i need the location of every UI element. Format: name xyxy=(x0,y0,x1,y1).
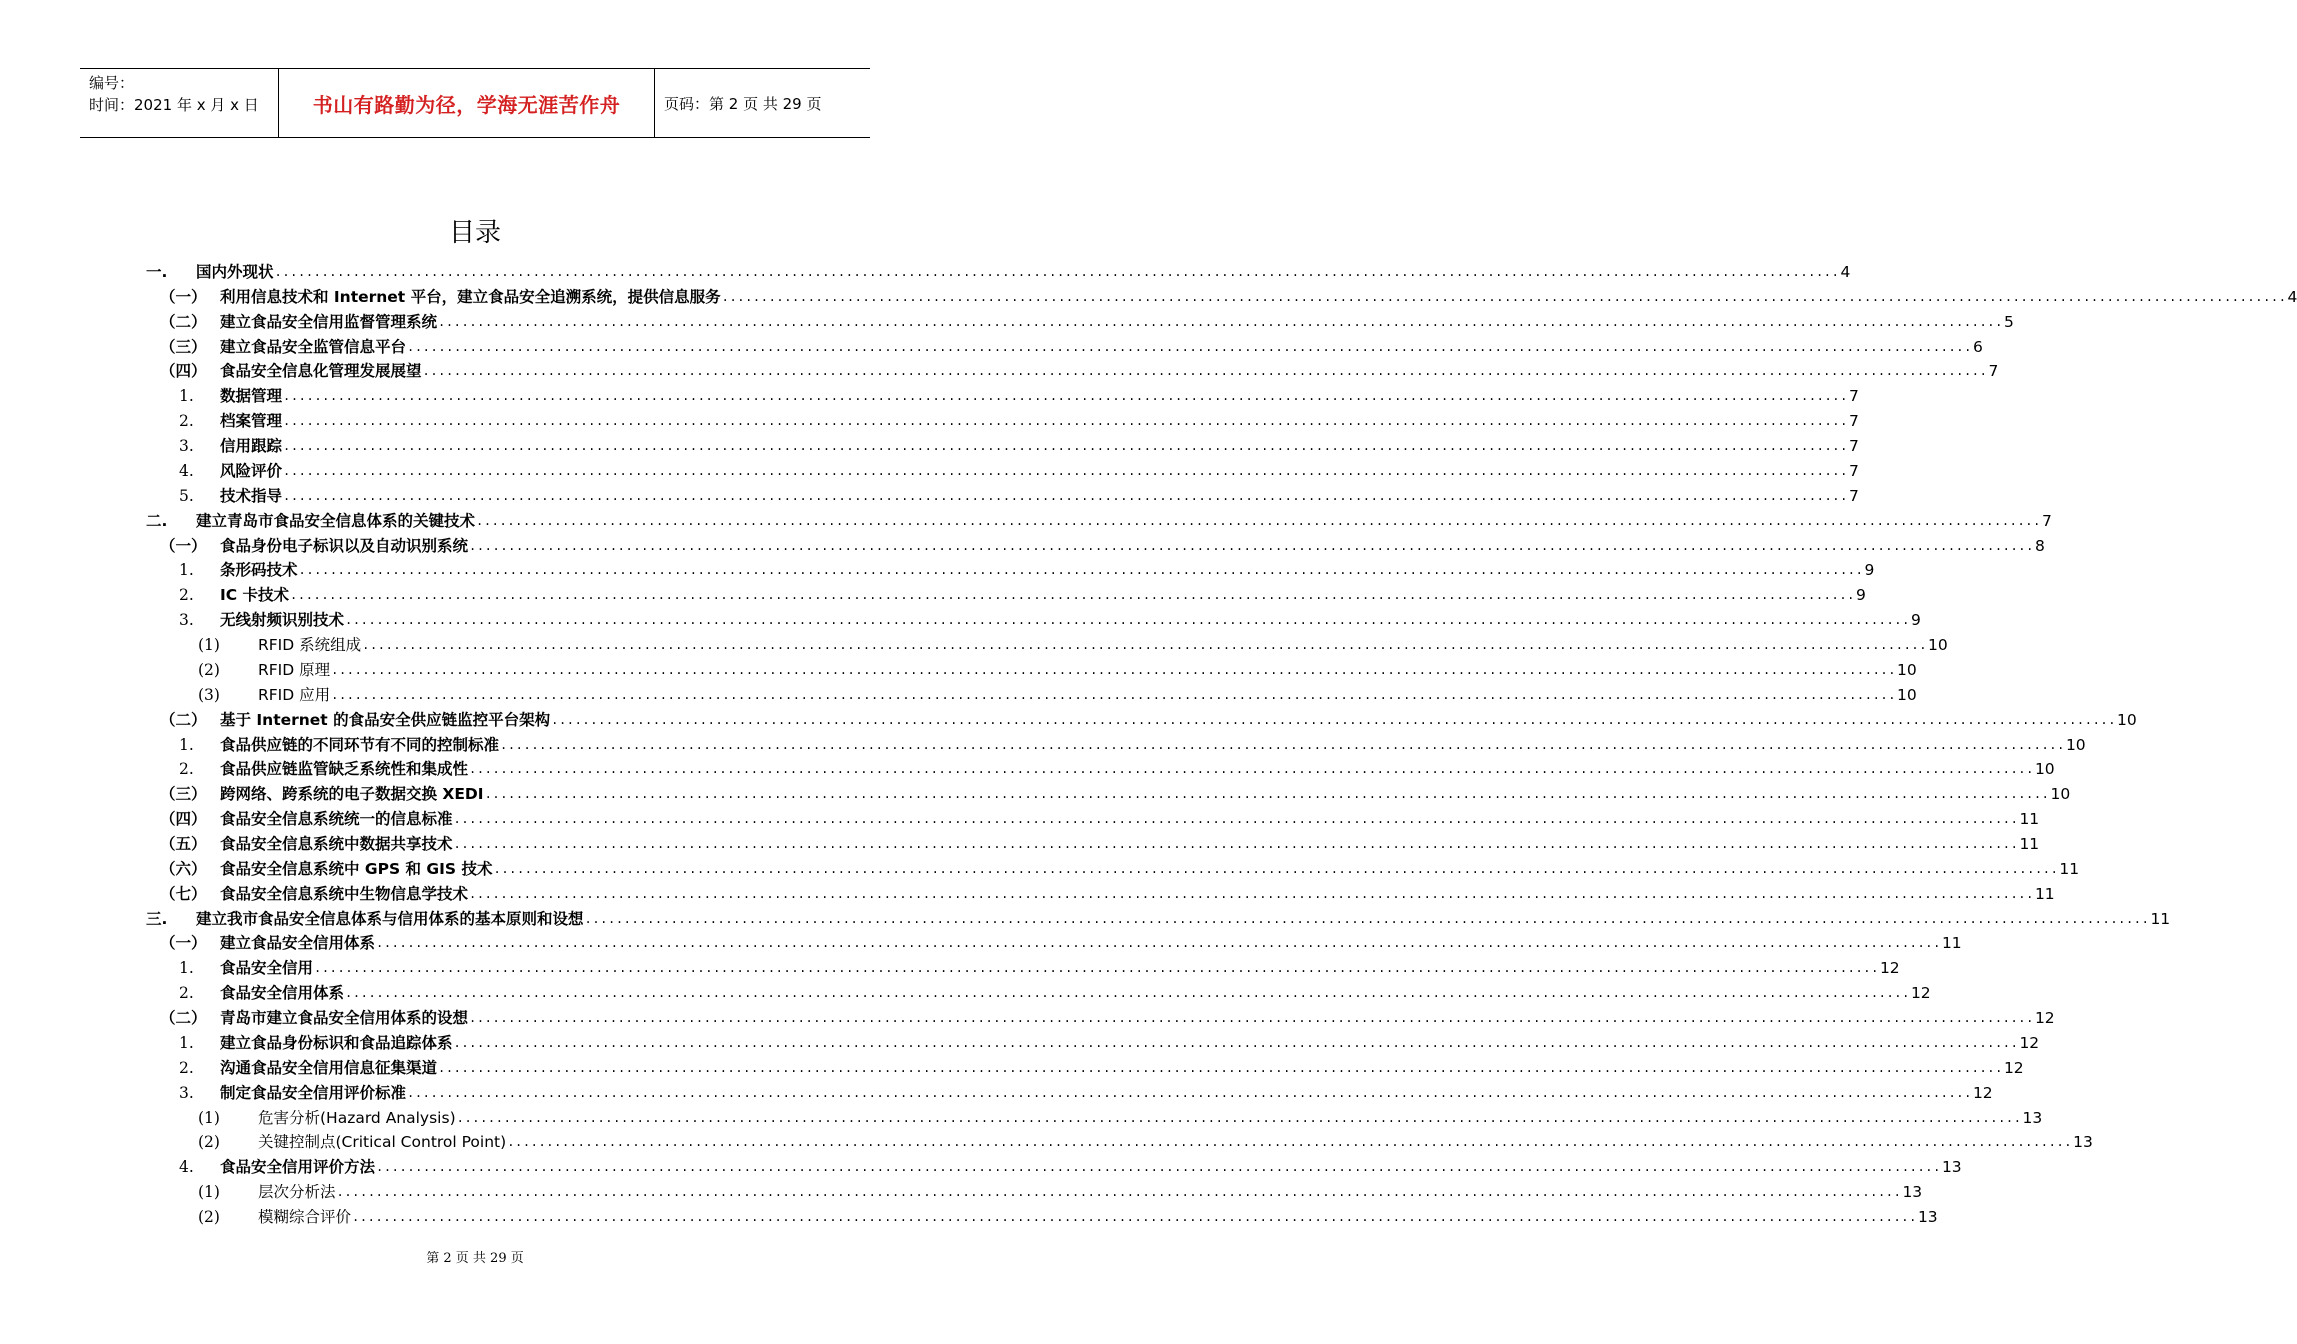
toc-entry-page: 5 xyxy=(2003,312,2014,331)
toc-entry[interactable] xyxy=(179,605,1921,630)
toc-entry-page: 7 xyxy=(1848,437,1859,456)
toc-entry-title: RFID 原理 xyxy=(258,660,331,679)
toc-leader-dots: ........................................................................................................................................................................................................ xyxy=(352,1210,1917,1225)
toc-leader-dots: ........................................................................................................................................................................................................ xyxy=(345,613,1910,628)
toc-entry[interactable] xyxy=(160,531,2045,556)
toc-entry-page: 12 xyxy=(2003,1058,2024,1077)
toc-entry-number: （二） xyxy=(160,1009,207,1028)
toc-entry[interactable] xyxy=(179,978,1931,1003)
toc-entry-number: （二） xyxy=(160,312,207,331)
toc-entry-title: 关键控制点(Critical Control Point) xyxy=(258,1133,507,1152)
document-time-label: 时间：2021 年 x 月 x 日 xyxy=(89,96,259,114)
toc-entry-number: 2. xyxy=(179,984,194,1003)
header-meta xyxy=(89,72,259,116)
toc-leader-dots: ........................................................................................................................................................................................................ xyxy=(721,289,2287,304)
toc-entry[interactable] xyxy=(198,630,1948,655)
toc-entry-number: （五） xyxy=(160,835,207,853)
toc-entry-number: 1. xyxy=(179,387,194,406)
toc-entry-page: 10 xyxy=(2050,785,2071,804)
toc-entry-number: 1. xyxy=(179,959,194,978)
toc-entry-page: 13 xyxy=(1917,1208,1938,1227)
toc-entry-number: 1. xyxy=(179,735,194,754)
toc-entry-title: 跨网络、跨系统的电子数据交换 XEDI xyxy=(220,785,484,804)
toc-entry[interactable] xyxy=(179,1152,1962,1177)
toc-leader-dots: ........................................................................................................................................................................................................ xyxy=(551,712,2117,727)
toc-entry-page: 7 xyxy=(1988,362,1999,381)
page-header xyxy=(80,68,870,138)
toc-entry[interactable] xyxy=(198,680,1917,705)
toc-entry-title: 利用信息技术和 Internet 平台，建立食品安全追溯系统，提供信息服务 xyxy=(220,287,721,306)
toc-leader-dots: ........................................................................................................................................................................................................ xyxy=(507,1135,2073,1150)
toc-entry-number: （一） xyxy=(160,287,207,306)
toc-leader-dots: ........................................................................................................................................................................................................ xyxy=(331,662,1897,677)
toc-entry-number: 二. xyxy=(146,511,168,530)
header-motto: 书山有路勤为径，学海无涯苦作舟 xyxy=(278,69,655,137)
toc-entry-title: 沟通食品安全信用信息征集渠道 xyxy=(220,1058,438,1077)
toc-entry[interactable] xyxy=(179,1053,2024,1078)
toc-entry-title: 食品安全信用体系 xyxy=(220,984,345,1003)
toc-entry-page: 12 xyxy=(2034,1009,2055,1028)
toc-entry[interactable] xyxy=(146,506,2052,531)
header-page-info: 页码：第 2 页 共 29 页 xyxy=(664,94,822,113)
toc-entry[interactable] xyxy=(179,381,1859,406)
toc-entry-number: (2) xyxy=(198,1133,220,1152)
toc-leader-dots: ........................................................................................................................................................................................................ xyxy=(469,538,2034,553)
toc-entry-title: 食品安全信息系统统一的信息标准 xyxy=(220,810,453,829)
toc-entry-title: 制定食品安全信用评价标准 xyxy=(220,1083,407,1102)
toc-entry-title: 食品安全信息系统中 GPS 和 GIS 技术 xyxy=(220,859,493,878)
toc-entry-title: 基于 Internet 的食品安全供应链监控平台架构 xyxy=(220,710,551,729)
toc-entry[interactable] xyxy=(179,555,1875,580)
toc-entry[interactable] xyxy=(179,730,2086,755)
toc-entry-title: 食品供应链的不同环节有不同的控制标准 xyxy=(220,735,500,754)
toc-entry-number: 4. xyxy=(179,1158,194,1177)
toc-entry[interactable] xyxy=(160,332,1983,357)
toc-leader-dots: ........................................................................................................................................................................................................ xyxy=(438,1060,2003,1075)
toc-entry-page: 7 xyxy=(2041,511,2052,530)
toc-entry-number: (1) xyxy=(198,1183,220,1202)
toc-entry-title: 危害分析(Hazard Analysis) xyxy=(258,1108,456,1127)
toc-entry-page: 12 xyxy=(1972,1083,1993,1102)
toc-entry-number: （一） xyxy=(160,934,207,953)
toc-entry[interactable] xyxy=(160,282,2297,307)
toc-entry-page: 9 xyxy=(1855,586,1866,605)
document-number-label: 编号： xyxy=(89,74,135,92)
toc-entry-title: 建立青岛市食品安全信息体系的关键技术 xyxy=(196,511,476,530)
toc-entry-page: 13 xyxy=(1902,1183,1923,1202)
toc-leader-dots: ........................................................................................................................................................................................................ xyxy=(376,1160,1941,1175)
toc-entry-title: 建立食品安全信用监督管理系统 xyxy=(220,312,438,331)
toc-entry-title: 风险评价 xyxy=(220,461,283,480)
toc-leader-dots: ........................................................................................................................................................................................................ xyxy=(453,1035,2019,1050)
toc-leader-dots: ........................................................................................................................................................................................................ xyxy=(314,961,1879,976)
toc-entry-page: 13 xyxy=(1941,1158,1962,1177)
toc-leader-dots: ........................................................................................................................................................................................................ xyxy=(290,588,1855,603)
toc-entry[interactable] xyxy=(160,356,1999,381)
toc-entry[interactable] xyxy=(160,804,2040,829)
toc-leader-dots: ........................................................................................................................................................................................................ xyxy=(376,936,1941,951)
toc-entry-number: 3. xyxy=(179,611,194,630)
toc-entry-title: 层次分析法 xyxy=(258,1183,336,1202)
toc-leader-dots: ........................................................................................................................................................................................................ xyxy=(469,1011,2034,1026)
toc-entry-page: 11 xyxy=(2019,810,2040,829)
toc-entry-title: 无线射频识别技术 xyxy=(220,611,345,630)
toc-entry-number: （四） xyxy=(160,810,207,829)
toc-entry-number: 1. xyxy=(179,561,194,580)
toc-entry-page: 7 xyxy=(1848,461,1859,480)
toc-entry[interactable] xyxy=(179,754,2055,779)
toc-entry-page: 9 xyxy=(1864,561,1875,580)
toc-entry-page: 12 xyxy=(1879,959,1900,978)
toc-entry-number: 三. xyxy=(146,909,168,928)
toc-leader-dots: ........................................................................................................................................................................................................ xyxy=(469,762,2034,777)
toc-entry[interactable] xyxy=(198,655,1917,680)
toc-entry-number: （二） xyxy=(160,710,207,729)
toc-leader-dots: ........................................................................................................................................................................................................ xyxy=(407,1085,1972,1100)
toc-entry-page: 13 xyxy=(2073,1133,2093,1152)
toc-entry[interactable] xyxy=(198,1202,1938,1227)
toc-entry[interactable] xyxy=(160,879,2055,904)
toc-entry-number: 4. xyxy=(179,461,194,480)
toc-entry-number: (2) xyxy=(198,1208,220,1227)
toc-entry-title: RFID 应用 xyxy=(258,685,331,704)
toc-entry-number: 1. xyxy=(179,1033,194,1052)
toc-entry[interactable] xyxy=(179,456,1859,481)
toc-leader-dots: ........................................................................................................................................................................................................ xyxy=(456,1110,2022,1125)
toc-leader-dots: ........................................................................................................................................................................................................ xyxy=(484,787,2050,802)
toc-entry-page: 10 xyxy=(1897,685,1917,704)
toc-entry-title: IC 卡技术 xyxy=(220,586,290,605)
toc-entry-number: (2) xyxy=(198,660,220,679)
toc-leader-dots: ........................................................................................................................................................................................................ xyxy=(283,414,1848,429)
toc-entry-page: 6 xyxy=(1972,337,1983,356)
toc-entry-page: 10 xyxy=(2034,760,2055,779)
toc-entry-title: 食品安全信用 xyxy=(220,959,314,978)
toc-entry-number: （六） xyxy=(160,859,207,878)
toc-leader-dots: ........................................................................................................................................................................................................ xyxy=(283,439,1848,454)
toc-entry[interactable] xyxy=(198,1177,1923,1202)
toc-entry-page: 4 xyxy=(1840,263,1851,281)
toc-entry-page: 9 xyxy=(1910,611,1921,630)
toc-entry-page: 7 xyxy=(1848,387,1859,406)
toc-leader-dots: ........................................................................................................................................................................................................ xyxy=(274,265,1840,279)
toc-entry-page: 10 xyxy=(2065,735,2086,754)
toc-entry-number: 3. xyxy=(179,437,194,456)
toc-entry-page: 12 xyxy=(1910,984,1931,1003)
toc-entry[interactable] xyxy=(179,406,1859,431)
toc-entry[interactable] xyxy=(179,1078,1993,1103)
toc-entry-title: 食品安全信息系统中生物信息学技术 xyxy=(220,884,469,903)
toc-entry[interactable] xyxy=(198,1127,2093,1152)
toc-leader-dots: ........................................................................................................................................................................................................ xyxy=(283,488,1848,503)
toc-entry-page: 11 xyxy=(2019,835,2040,853)
toc-entry-title: 食品安全信息系统中数据共享技术 xyxy=(220,835,453,853)
toc-entry-number: 2. xyxy=(179,1058,194,1077)
toc-entry-number: 2. xyxy=(179,586,194,605)
toc-entry-title: 食品身份电子标识以及自动识别系统 xyxy=(220,536,469,555)
toc-entry-title: 信用跟踪 xyxy=(220,437,283,456)
toc-leader-dots: ........................................................................................................................................................................................................ xyxy=(453,837,2019,851)
toc-entry-title: 建立食品安全信用体系 xyxy=(220,934,376,953)
toc-leader-dots: ........................................................................................................................................................................................................ xyxy=(407,339,1972,354)
toc-entry-title: RFID 系统组成 xyxy=(258,636,362,655)
toc-entry-number: （四） xyxy=(160,362,207,381)
toc-entry[interactable] xyxy=(198,1103,2043,1128)
toc-entry-page: 10 xyxy=(2117,710,2137,729)
toc-leader-dots: ........................................................................................................................................................................................................ xyxy=(469,886,2034,901)
toc-leader-dots: ........................................................................................................................................................................................................ xyxy=(336,1185,1902,1200)
toc-leader-dots: ........................................................................................................................................................................................................ xyxy=(500,737,2065,752)
toc-entry-page: 11 xyxy=(2034,884,2055,903)
toc-entry-number: （三） xyxy=(160,337,207,356)
toc-entry-title: 模糊综合评价 xyxy=(258,1208,352,1227)
toc-entry-number: (3) xyxy=(198,685,220,704)
toc-entry[interactable] xyxy=(160,829,2040,854)
toc-title: 目录 xyxy=(448,218,501,248)
toc-entry[interactable] xyxy=(146,904,2171,929)
toc-entry-page: 13 xyxy=(2022,1108,2043,1127)
toc-entry[interactable] xyxy=(160,705,2137,730)
toc-entry-page: 7 xyxy=(1848,486,1859,505)
toc-entry-title: 档案管理 xyxy=(220,412,283,431)
toc-entry-page: 11 xyxy=(2150,909,2171,928)
toc-leader-dots: ........................................................................................................................................................................................................ xyxy=(298,563,1864,578)
toc-entry-number: （三） xyxy=(160,785,207,804)
toc-entry-title: 青岛市建立食品安全信用体系的设想 xyxy=(220,1009,469,1028)
toc-entry-page: 10 xyxy=(1897,660,1917,679)
toc-entry-title: 建立食品安全监管信息平台 xyxy=(220,337,407,356)
toc-leader-dots: ........................................................................................................................................................................................................ xyxy=(584,911,2150,926)
toc-entry-number: 2. xyxy=(179,412,194,431)
toc-entry-number: 5. xyxy=(179,486,194,505)
toc-leader-dots: ........................................................................................................................................................................................................ xyxy=(476,513,2041,528)
toc-entry-title: 建立我市食品安全信息体系与信用体系的基本原则和设想 xyxy=(196,909,584,928)
toc-entry-number: （七） xyxy=(160,884,207,903)
toc-leader-dots: ........................................................................................................................................................................................................ xyxy=(283,389,1848,404)
toc-entry-page: 12 xyxy=(2019,1033,2040,1052)
toc-entry-title: 食品安全信息化管理发展展望 xyxy=(220,362,422,381)
toc-entry-title: 食品供应链监管缺乏系统性和集成性 xyxy=(220,760,469,779)
toc-entry-number: （一） xyxy=(160,536,207,555)
toc-entry[interactable] xyxy=(179,1028,2040,1053)
toc-leader-dots: ........................................................................................................................................................................................................ xyxy=(331,687,1897,702)
toc-entry[interactable] xyxy=(179,431,1859,456)
toc-entry-number: 3. xyxy=(179,1083,194,1102)
toc-entry-page: 11 xyxy=(1941,934,1962,953)
toc-entry-page: 4 xyxy=(2287,287,2297,306)
toc-leader-dots: ........................................................................................................................................................................................................ xyxy=(345,986,1910,1001)
toc-entry-title: 条形码技术 xyxy=(220,561,298,580)
toc-entry-title: 数据管理 xyxy=(220,387,283,406)
toc-entry[interactable] xyxy=(179,580,1866,605)
toc-entry[interactable] xyxy=(179,953,1900,978)
toc-entry-title: 建立食品身份标识和食品追踪体系 xyxy=(220,1033,453,1052)
toc-entry-page: 7 xyxy=(1848,412,1859,431)
page-footer: 第 2 页 共 29 页 xyxy=(426,1251,524,1266)
toc-entry[interactable] xyxy=(160,307,2014,332)
toc-entry-title: 食品安全信用评价方法 xyxy=(220,1158,376,1177)
toc-entry[interactable] xyxy=(146,257,1851,282)
toc-leader-dots: ........................................................................................................................................................................................................ xyxy=(362,638,1928,653)
toc-entry-page: 11 xyxy=(2059,859,2080,878)
toc-leader-dots: ........................................................................................................................................................................................................ xyxy=(283,463,1848,478)
toc-entry[interactable] xyxy=(160,779,2071,804)
toc-leader-dots: ........................................................................................................................................................................................................ xyxy=(453,812,2019,827)
toc-leader-dots: ........................................................................................................................................................................................................ xyxy=(438,314,2003,329)
toc-entry-number: (1) xyxy=(198,1108,220,1127)
toc-entry-title: 国内外现状 xyxy=(196,263,274,281)
toc-entry[interactable] xyxy=(160,1003,2055,1028)
toc-entry-number: (1) xyxy=(198,636,220,655)
toc-entry[interactable] xyxy=(160,928,1962,953)
toc-entry[interactable] xyxy=(160,854,2080,879)
toc-leader-dots: ........................................................................................................................................................................................................ xyxy=(422,364,1988,379)
toc-entry[interactable] xyxy=(179,481,1859,506)
toc-entry-number: 一. xyxy=(146,263,168,281)
toc-entry-page: 10 xyxy=(1928,636,1948,655)
toc-entry-number: 2. xyxy=(179,760,194,779)
toc-leader-dots: ........................................................................................................................................................................................................ xyxy=(493,861,2059,876)
toc-entry-title: 技术指导 xyxy=(220,486,283,505)
toc-entry-page: 8 xyxy=(2034,536,2045,555)
